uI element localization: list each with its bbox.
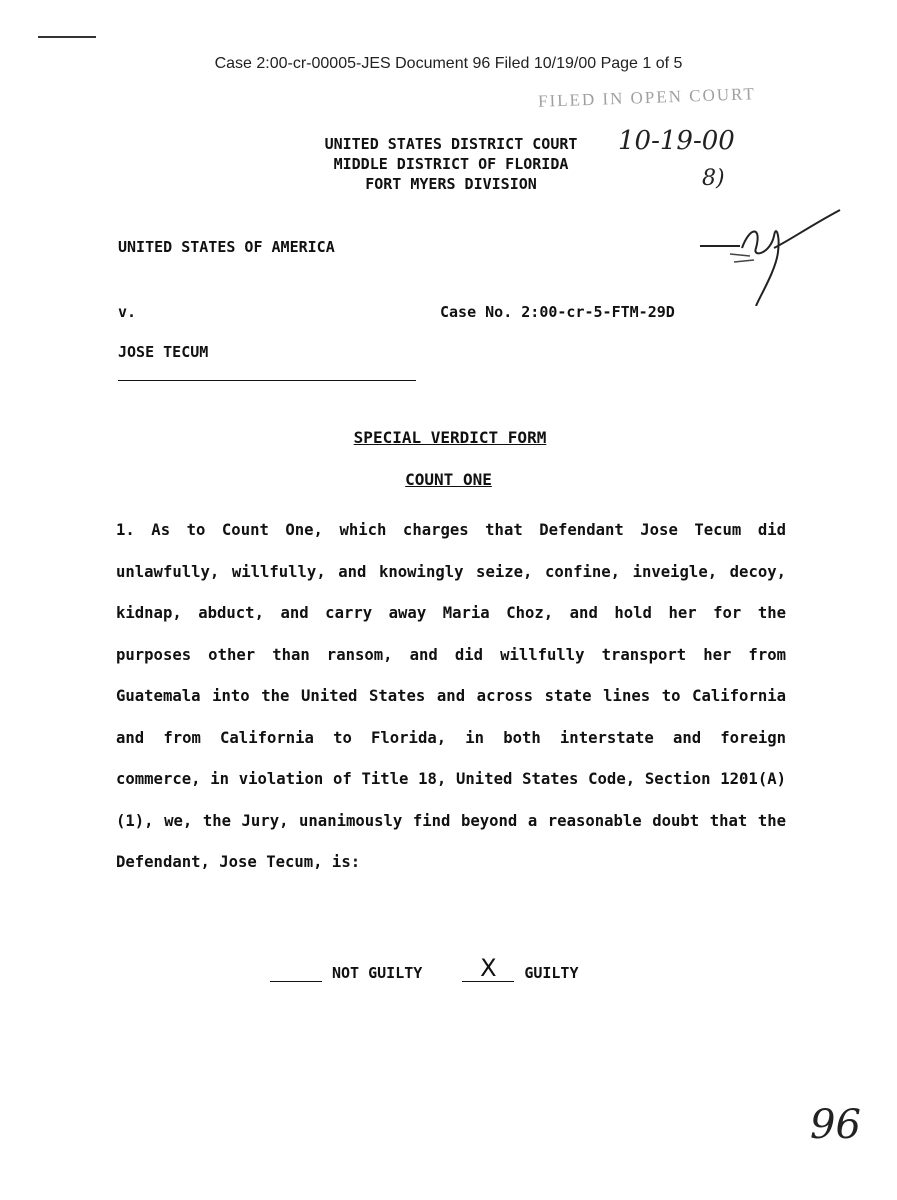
court-heading: [0, 134, 897, 194]
caption-rule: [118, 380, 416, 381]
guilty-label: GUILTY: [524, 964, 579, 982]
filed-stamp: FILED IN OPEN COURT: [537, 84, 757, 111]
caption-plaintiff: UNITED STATES OF AMERICA: [118, 238, 335, 256]
count-title: [0, 470, 897, 489]
case-number: Case No. 2:00-cr-5-FTM-29D: [440, 303, 675, 321]
ecf-filing-header: Case 2:00-cr-00005-JES Document 96 Filed 10/19/00 Page 1 of 5: [214, 55, 683, 72]
clerk-signature: [690, 196, 850, 306]
verdict-choices: [270, 954, 619, 982]
not-guilty-blank[interactable]: [270, 963, 322, 982]
court-district: MIDDLE DISTRICT OF FLORIDA: [333, 155, 569, 173]
handwritten-mark: 8): [702, 166, 725, 191]
caption-defendant: JOSE TECUM: [118, 343, 209, 361]
count-title-text: COUNT ONE: [405, 470, 492, 489]
caption-versus: v.: [118, 303, 137, 321]
form-title: [0, 428, 897, 447]
not-guilty-label: NOT GUILTY: [332, 964, 423, 982]
court-name: UNITED STATES DISTRICT COURT: [324, 135, 578, 153]
form-title-text: SPECIAL VERDICT FORM: [353, 428, 547, 447]
guilty-blank[interactable]: [462, 954, 514, 982]
guilty-mark: X: [480, 954, 497, 982]
handwritten-page-number: 96: [810, 1102, 861, 1148]
scan-artifact-line: [38, 36, 96, 38]
verdict-paragraph: 1. As to Count One, which charges that Defendant Jose Tecum did unlawfully, willfully, and knowingly seize, confine, inveigle, decoy, kidnap, abduct, and carry away Maria Choz, and hold her for the purposes other than ransom, and did willfully transport her from Guatemala into the United States and across state lines to California and from California to Florida, in both interstate and foreign commerce, in violation of Title 18, United States Code, Section 1201(A)(1), we, the Jury, unanimously find beyond a reasonable doubt that the Defendant, Jose Tecum, is:: [116, 521, 786, 871]
court-division: FORT MYERS DIVISION: [365, 175, 537, 193]
handwritten-date: 10-19-00: [618, 126, 735, 156]
